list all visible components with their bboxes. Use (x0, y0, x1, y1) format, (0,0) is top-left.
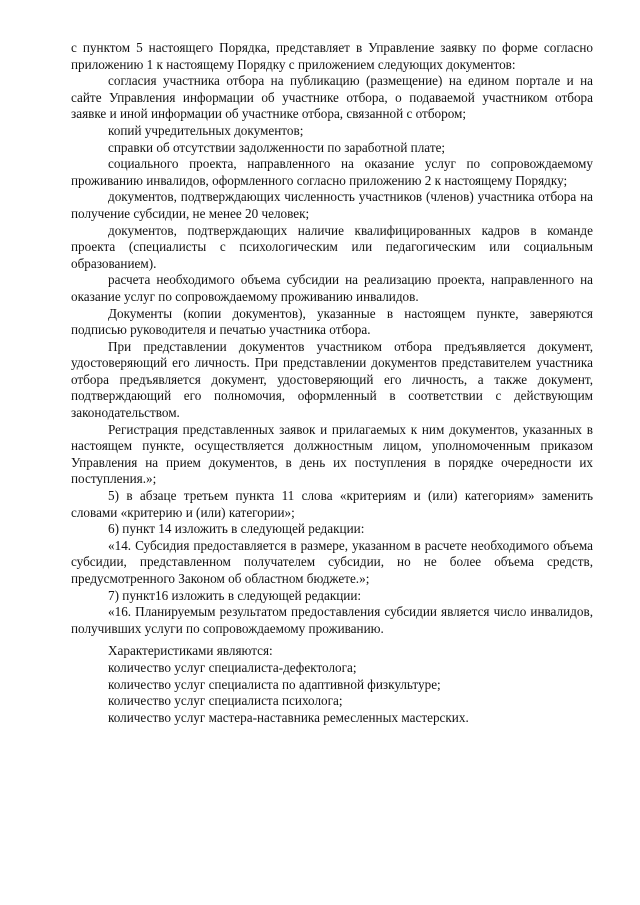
paragraph-intro: с пунктом 5 настоящего Порядка, представляет в Управление заявку по форме согласно приложению 1 к настоящему Порядку с приложением следующих документов: (71, 40, 593, 72)
paragraph-registration: Регистрация представленных заявок и прилагаемых к ним документов, указанных в настоящем пункте, осуществляется должностным лицом, уполномоченным приказом Управления на прием документов, в день их поступления в порядке очередности их поступления.»; (71, 421, 593, 487)
list-item-membership-docs: документов, подтверждающих численность участников (членов) участника отбора на получение субсидии, не менее 20 человек; (71, 189, 593, 221)
characteristic-craft-mentor: количество услуг мастера-наставника ремесленных мастерских. (108, 709, 469, 725)
amendment-item-5: 5) в абзаце третьем пункта 11 слова «критериям и (или) категориям» заменить словами «критерию и (или) категории»; (71, 488, 593, 520)
characteristic-psychologist: количество услуг специалиста психолога; (108, 693, 343, 709)
list-item-charter-copies: копий учредительных документов; (108, 122, 304, 138)
list-item-no-debt-certificate: справки об отсутствии задолженности по заработной плате; (108, 139, 446, 155)
list-item-staff-docs: документов, подтверждающих наличие квалифицированных кадров в команде проекта (специалисты с психологическим или педагогическим или социальным образованием). (71, 222, 593, 271)
paragraph-identity-documents: При представлении документов участником отбора предъявляется документ, удостоверяющий его личность. При представлении документов представителем участника отбора предъявляется документ, удостоверяющий его личность, а также документ, подтверждающий его полномочия, оформленный в соответствии с действующим законодательством. (71, 338, 593, 421)
characteristic-defectologist: количество услуг специалиста-дефектолога; (108, 659, 357, 675)
characteristics-heading: Характеристиками являются: (108, 643, 273, 659)
amendment-item-7: 7) пункт16 изложить в следующей редакции: (108, 587, 362, 603)
amendment-item-6: 6) пункт 14 изложить в следующей редакции: (108, 521, 365, 537)
clause-16-text: «16. Планируемым результатом предоставления субсидии является число инвалидов, получивших услуги по сопровождаемому проживанию. (71, 604, 593, 636)
list-item-subsidy-calculation: расчета необходимого объема субсидии на реализацию проекта, направленного на оказание услуг по сопровождаемому проживанию инвалидов. (71, 272, 593, 304)
list-item-consent: согласия участника отбора на публикацию (размещение) на едином портале и на сайте Управления информации об участнике отбора, о подаваемой участником отбора заявке и иной информации об участнике отбора, связанной с отбором; (71, 73, 593, 122)
characteristic-adaptive-pe: количество услуг специалиста по адаптивной физкультуре; (108, 676, 441, 692)
list-item-social-project: социального проекта, направленного на оказание услуг по сопровождаемому проживанию инвалидов, оформленного согласно приложению 2 к настоящему Порядку; (71, 156, 593, 188)
paragraph-certification: Документы (копии документов), указанные в настоящем пункте, заверяются подписью руководителя и печатью участника отбора. (71, 305, 593, 338)
clause-14-text: «14. Субсидия предоставляется в размере, указанном в расчете необходимого объема субсидии, представленном получателем субсидии, но не более объема средств, предусмотренного Законом об областном бюджете.»; (71, 537, 593, 586)
